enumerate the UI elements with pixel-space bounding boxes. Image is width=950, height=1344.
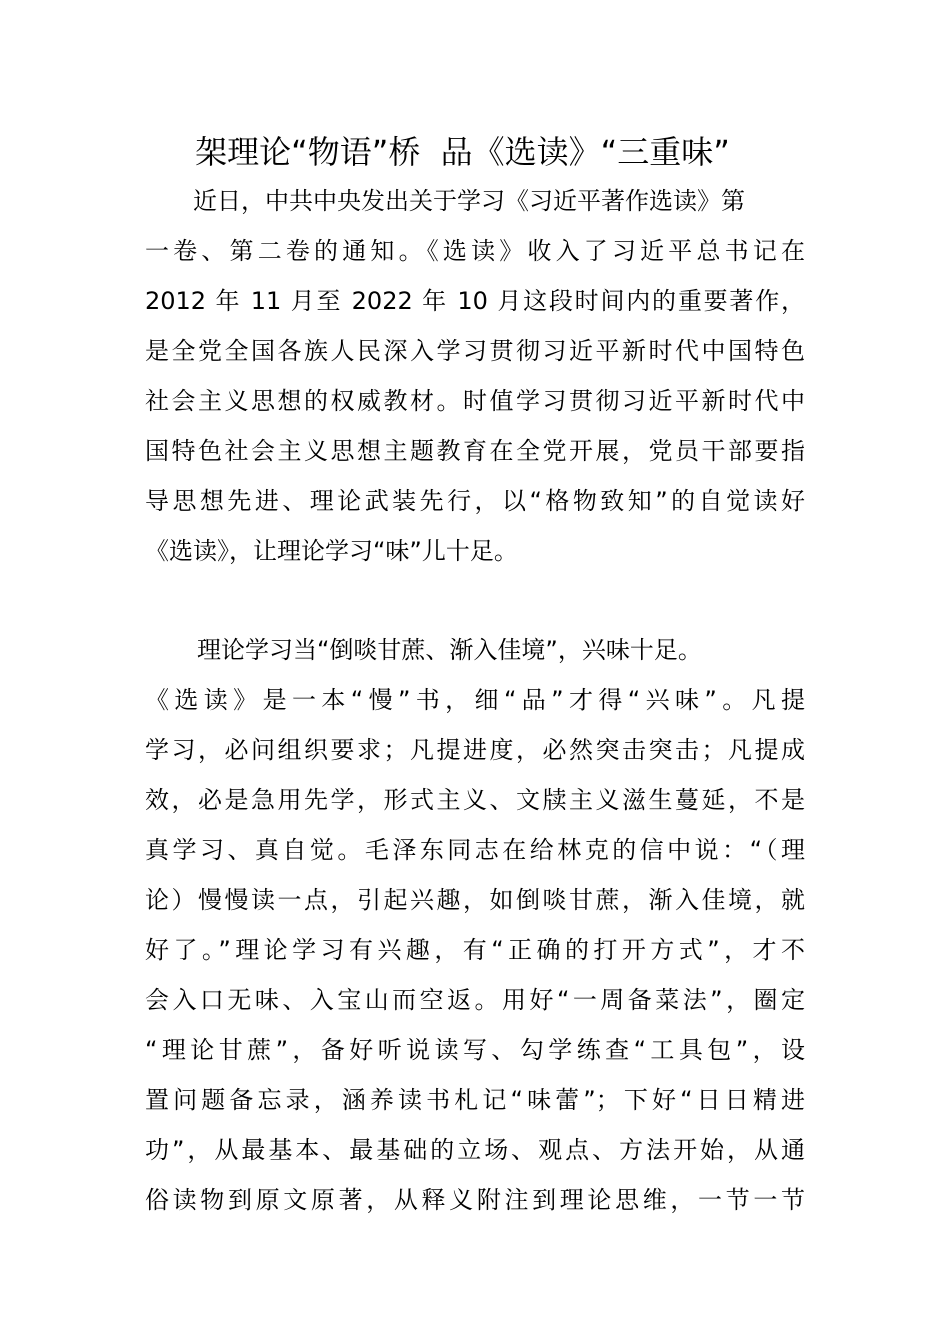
paragraph-1-line-5: 社会主义思想的权威教材。时值学习贯彻习近平新时代中 [145,387,805,415]
paragraph-2-line-6: 论）慢慢读一点，引起兴趣，如倒啖甘蔗，渐入佳境，就 [145,886,805,914]
document-title: 架理论“物语”桥 品《选读》“三重味” [195,133,730,171]
paragraph-2-line-8: 会入口无味、入宝山而空返。用好“一周备菜法”，圈定 [145,986,805,1014]
paragraph-1-line-6: 国特色社会主义思想主题教育在全党开展，党员干部要指 [145,437,805,465]
paragraph-1-line-7: 导思想先进、理论武装先行，以“格物致知”的自觉读好 [145,487,805,515]
paragraph-2-line-11: 功”，从最基本、最基础的立场、观点、方法开始，从通 [145,1136,805,1164]
paragraph-1-line-2: 一卷、第二卷的通知。《选读》收入了习近平总书记在 [145,237,805,265]
paragraph-1-line-4: 是全党全国各族人民深入学习贯彻习近平新时代中国特色 [145,337,805,365]
paragraph-1-line-1: 近日，中共中央发出关于学习《习近平著作选读》第 [193,187,745,215]
paragraph-1-line-3: 2012 年 11 月至 2022 年 10 月这段时间内的重要著作， [145,287,805,315]
paragraph-2-line-1: 理论学习当“倒啖甘蔗、渐入佳境”，兴味十足。 [197,636,702,664]
paragraph-2-line-9: “理论甘蔗”，备好听说读写、勾学练查“工具包”，设 [145,1036,805,1064]
paragraph-2-line-10: 置问题备忘录，涵养读书札记“味蕾”；下好“日日精进 [145,1086,805,1114]
paragraph-2-line-5: 真学习、真自觉。毛泽东同志在给林克的信中说：“（理 [145,836,805,864]
paragraph-2-line-3: 学习，必问组织要求；凡提进度，必然突击突击；凡提成 [145,736,805,764]
paragraph-2-line-7: 好了。”理论学习有兴趣，有“正确的打开方式”，才不 [145,936,805,964]
paragraph-2-line-2: 《选读》是一本“慢”书，细“品”才得“兴味”。凡提 [145,686,805,714]
paragraph-1-line-8: 《选读》，让理论学习“味”儿十足。 [145,537,518,565]
paragraph-2-line-12: 俗读物到原文原著，从释义附注到理论思维，一节一节 [145,1186,805,1214]
paragraph-2-line-4: 效，必是急用先学，形式主义、文牍主义滋生蔓延，不是 [145,786,805,814]
